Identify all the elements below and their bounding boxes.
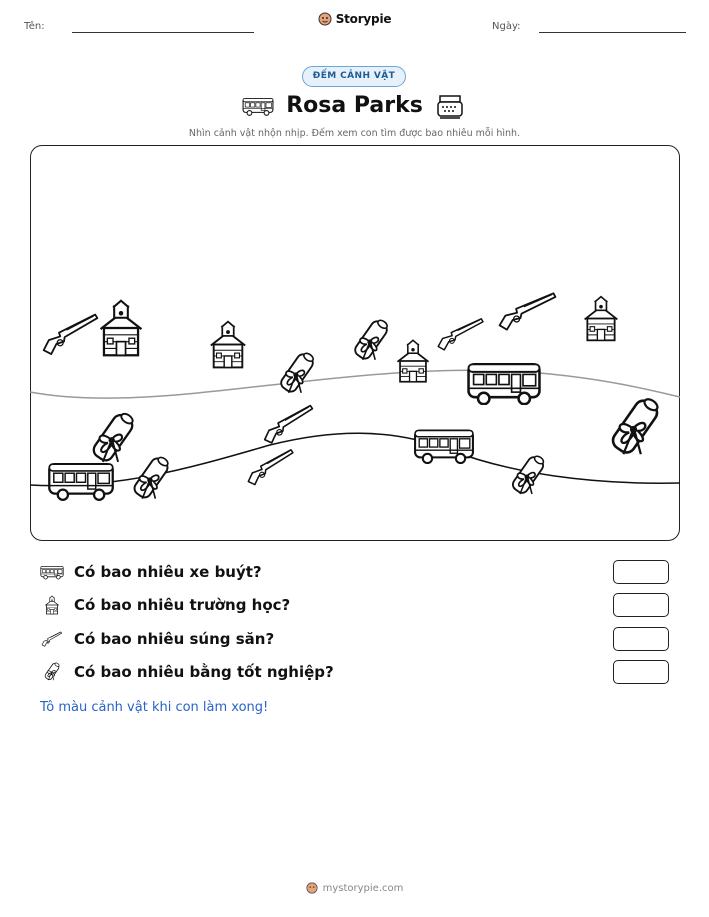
diploma-3	[90, 411, 134, 463]
question-text: Có bao nhiêu trường học?	[74, 596, 291, 614]
brand	[0, 12, 709, 29]
question-row-diploma	[40, 660, 680, 686]
school-1	[100, 300, 141, 355]
rifle-2	[495, 293, 560, 331]
bus-1	[468, 364, 539, 404]
brand-name: Storypie	[335, 12, 392, 26]
question-text: Có bao nhiêu xe buýt?	[74, 563, 262, 581]
rifle-3	[434, 318, 487, 351]
school-icon	[40, 595, 64, 615]
name-line[interactable]	[72, 32, 254, 33]
coloring-note: Tô màu cảnh vật khi con làm xong!	[40, 700, 269, 715]
site-footer	[0, 882, 709, 897]
name-label: Tên:	[24, 21, 45, 32]
site-url[interactable]: mystorypie.com	[322, 882, 404, 894]
diploma-5	[510, 454, 545, 494]
answer-box-rifle[interactable]	[613, 627, 669, 651]
typewriter-icon	[436, 94, 464, 120]
bus-icon	[40, 562, 64, 582]
date-label: Ngày:	[492, 21, 521, 32]
question-row-bus	[40, 560, 680, 586]
activity-pill: ĐẾM CẢNH VẬT	[302, 66, 406, 87]
school-2	[210, 321, 244, 367]
question-row-rifle	[40, 627, 680, 653]
diploma-1	[278, 351, 314, 393]
rifle-5	[243, 449, 299, 486]
counting-scene	[30, 145, 680, 541]
question-row-school	[40, 593, 680, 619]
bus-2	[415, 430, 473, 463]
rifle-icon	[40, 629, 64, 649]
storypie-logo-icon	[306, 882, 318, 894]
rifle-4	[259, 405, 319, 444]
page-title: Rosa Parks	[286, 93, 423, 118]
diploma-icon	[40, 662, 64, 682]
instructions: Nhìn cảnh vật nhộn nhịp. Đếm xem con tìm được bao nhiêu mỗi hình.	[188, 128, 521, 139]
storypie-logo-icon	[318, 12, 332, 26]
diploma-2	[352, 318, 388, 360]
date-line[interactable]	[539, 32, 686, 33]
rifle-1	[38, 314, 103, 356]
scene-drawing	[30, 145, 680, 541]
question-text: Có bao nhiêu súng săn?	[74, 630, 275, 648]
question-text: Có bao nhiêu bằng tốt nghiệp?	[74, 663, 334, 681]
diploma-6	[609, 396, 660, 455]
school-3	[397, 340, 428, 381]
bus-3	[49, 464, 112, 500]
answer-box-school[interactable]	[613, 593, 669, 617]
answer-box-diploma[interactable]	[613, 660, 669, 684]
answer-box-bus[interactable]	[613, 560, 669, 584]
school-4	[584, 296, 617, 340]
